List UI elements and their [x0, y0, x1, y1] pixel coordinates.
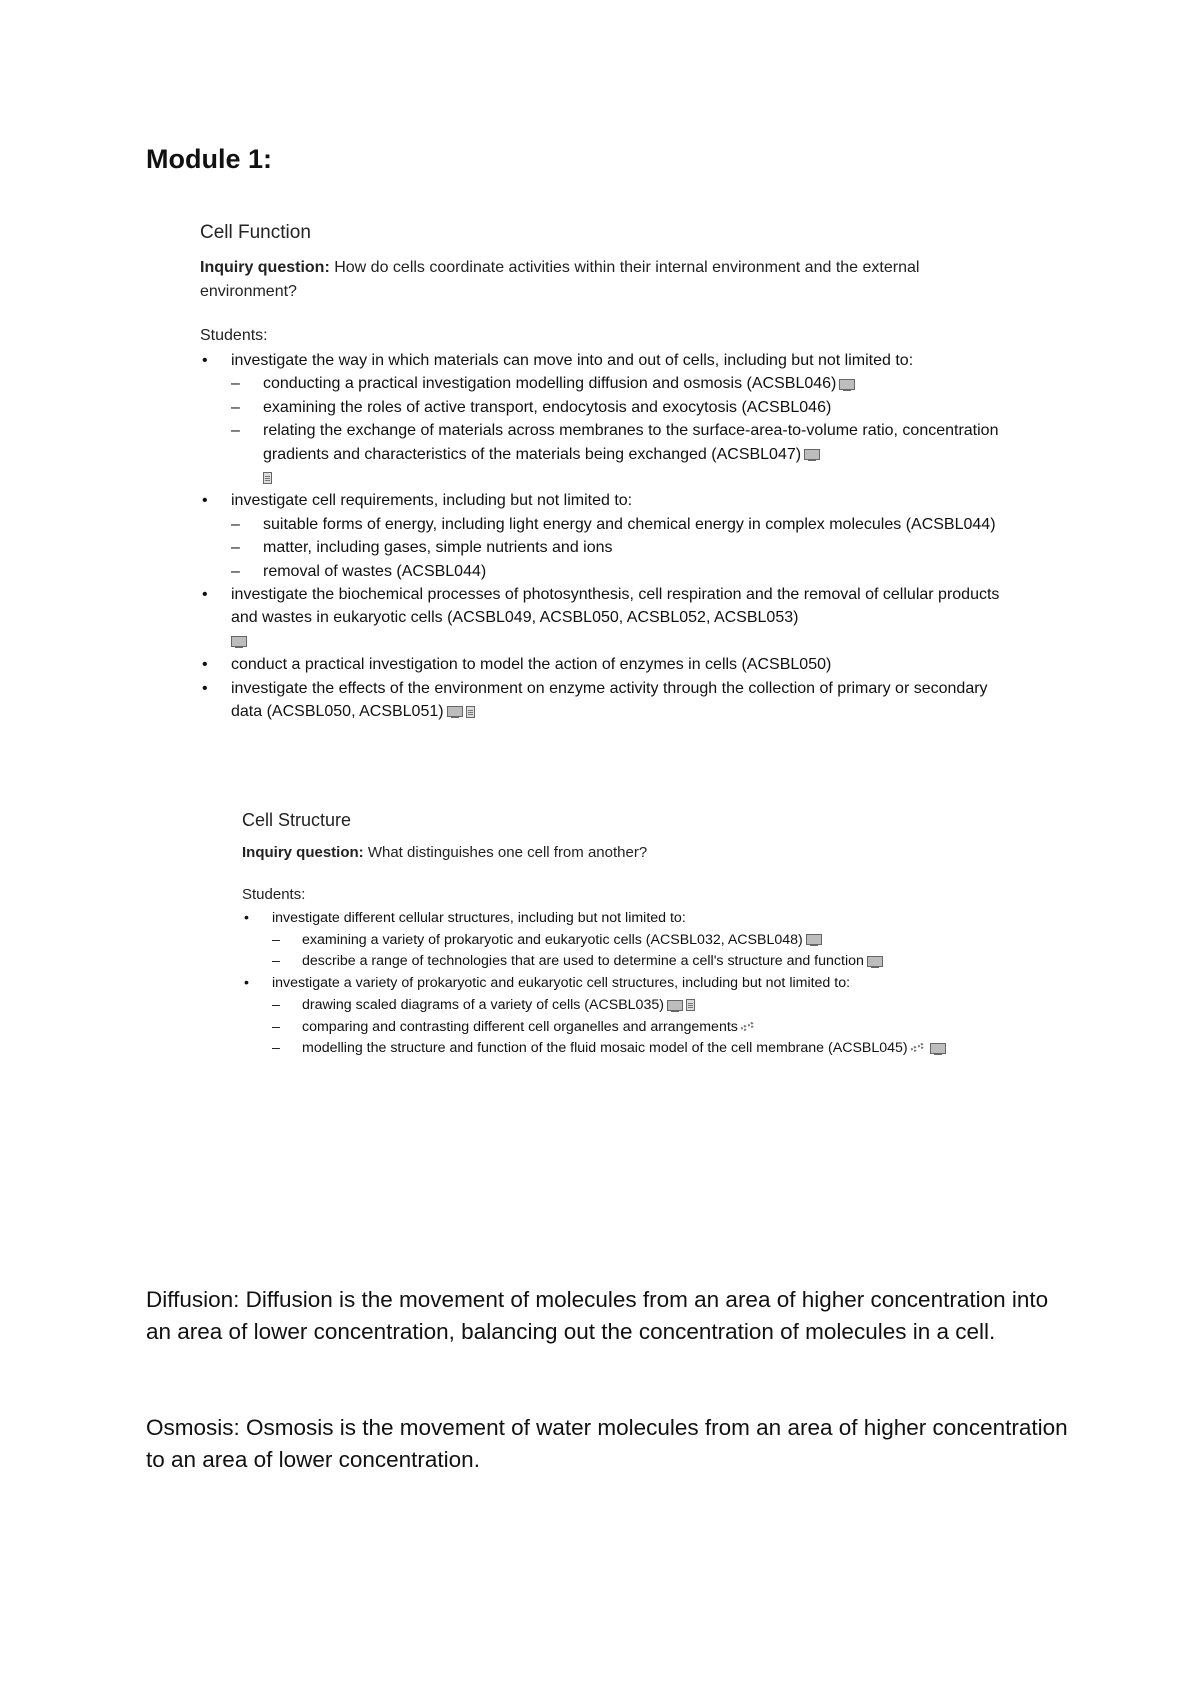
- sub-item-text: matter, including gases, simple nutrients and ions: [263, 539, 613, 557]
- sub-list-item: [231, 513, 1000, 536]
- monitor-icon: [806, 934, 822, 945]
- monitor-icon: [804, 449, 820, 460]
- list-item-text: investigate the way in which materials can move into and out of cells, including but not limited to:: [231, 352, 914, 369]
- sub-item-text: removal of wastes (ACSBL044): [263, 562, 487, 580]
- sub-item-text: drawing scaled diagrams of a variety of cells (ACSBL035): [302, 996, 664, 1013]
- cell-function-section: [200, 222, 1000, 724]
- sub-item-text: relating the exchange of materials across membranes to the surface-area-to-volume ratio, concentration gradients and characteristics of the materials being exchanged (ACSBL047): [263, 422, 999, 463]
- inquiry-text: How do cells coordinate activities within their internal environment and the external environment?: [200, 259, 920, 300]
- monitor-icon: [867, 956, 883, 967]
- cell-structure-section: [242, 810, 982, 1060]
- sub-list-item: [231, 560, 1000, 583]
- list-item: [200, 583, 1000, 653]
- list-item: [242, 973, 982, 1060]
- sub-list-item: [231, 372, 1000, 395]
- students-label: Students:: [200, 327, 268, 344]
- diffusion-note: Diffusion: Diffusion is the movement of molecules from an area of higher concentration into an area of lower concentration, balancing out the concentration of molecules in a cell.: [146, 1287, 1049, 1344]
- sub-list-item: [231, 396, 1000, 419]
- sub-list-item: [272, 1038, 982, 1060]
- section-heading: Cell Function: [200, 222, 311, 243]
- list-item: [200, 489, 1000, 583]
- inquiry-label: Inquiry question:: [200, 259, 330, 276]
- monitor-icon: [447, 706, 463, 717]
- sub-list-item: [272, 951, 982, 973]
- list-item-text: conduct a practical investigation to model the action of enzymes in cells (ACSBL050): [231, 656, 832, 674]
- sub-item-text: modelling the structure and function of the fluid mosaic model of the cell membrane (ACSBL045): [302, 1040, 908, 1057]
- list-item-text: investigate cell requirements, including but not limited to:: [231, 492, 633, 510]
- outcome-list: [242, 908, 982, 1060]
- sub-item-text: describe a range of technologies that are used to determine a cell's structure and function: [302, 953, 864, 970]
- document-icon: [686, 999, 695, 1011]
- list-item: [200, 653, 1000, 676]
- list-item: [200, 349, 1000, 489]
- list-item-text: investigate a variety of prokaryotic and eukaryotic cell structures, including but not limited to:: [272, 975, 851, 992]
- sub-list: [272, 995, 982, 1060]
- gears-icon: [741, 1022, 757, 1032]
- sub-list-item: [272, 995, 982, 1017]
- students-label: Students:: [242, 886, 306, 903]
- document-icon: [263, 472, 272, 484]
- monitor-icon: [930, 1043, 946, 1054]
- inquiry-question: [242, 842, 982, 864]
- gears-icon: [911, 1043, 927, 1053]
- sub-list: [231, 372, 1000, 489]
- monitor-icon: [667, 1000, 683, 1011]
- inquiry-question: [200, 256, 1000, 304]
- osmosis-note: Osmosis: Osmosis is the movement of water molecules from an area of higher concentration to an area of lower concentration.: [146, 1415, 1068, 1472]
- list-item-text: investigate different cellular structures, including but not limited to:: [272, 910, 686, 926]
- sub-list-item: [231, 419, 1000, 489]
- sub-item-text: suitable forms of energy, including light energy and chemical energy in complex molecules (ACSBL044): [263, 515, 996, 533]
- sub-list-item: [272, 930, 982, 952]
- sub-item-text: examining a variety of prokaryotic and eukaryotic cells (ACSBL032, ACSBL048): [302, 931, 803, 948]
- sub-list: [231, 513, 1000, 583]
- sub-item-text: conducting a practical investigation modelling diffusion and osmosis (ACSBL046): [263, 375, 837, 393]
- sub-list: [272, 930, 982, 973]
- list-item: [242, 908, 982, 973]
- list-item: [200, 677, 1000, 724]
- module-title: Module 1:: [146, 144, 272, 174]
- monitor-icon: [839, 379, 855, 390]
- sub-item-text: comparing and contrasting different cell organelles and arrangements: [302, 1018, 738, 1035]
- document-icon: [466, 706, 475, 718]
- list-item-text: investigate the biochemical processes of photosynthesis, cell respiration and the removal of cellular products and wastes in eukaryotic cells (ACSBL049, ACSBL050, ACSBL052, ACSBL053): [231, 586, 1000, 627]
- inquiry-text: What distinguishes one cell from another?: [363, 844, 648, 861]
- outcome-list: [200, 349, 1000, 724]
- inquiry-label: Inquiry question:: [242, 844, 364, 861]
- monitor-icon: [231, 636, 247, 647]
- list-item-text: investigate the effects of the environment on enzyme activity through the collection of primary or secondary data (ACSBL050, ACSBL051): [231, 679, 988, 721]
- section-heading: Cell Structure: [242, 810, 352, 830]
- sub-list-item: [272, 1017, 982, 1039]
- sub-list-item: [231, 536, 1000, 559]
- sub-item-text: examining the roles of active transport, endocytosis and exocytosis (ACSBL046): [263, 398, 832, 416]
